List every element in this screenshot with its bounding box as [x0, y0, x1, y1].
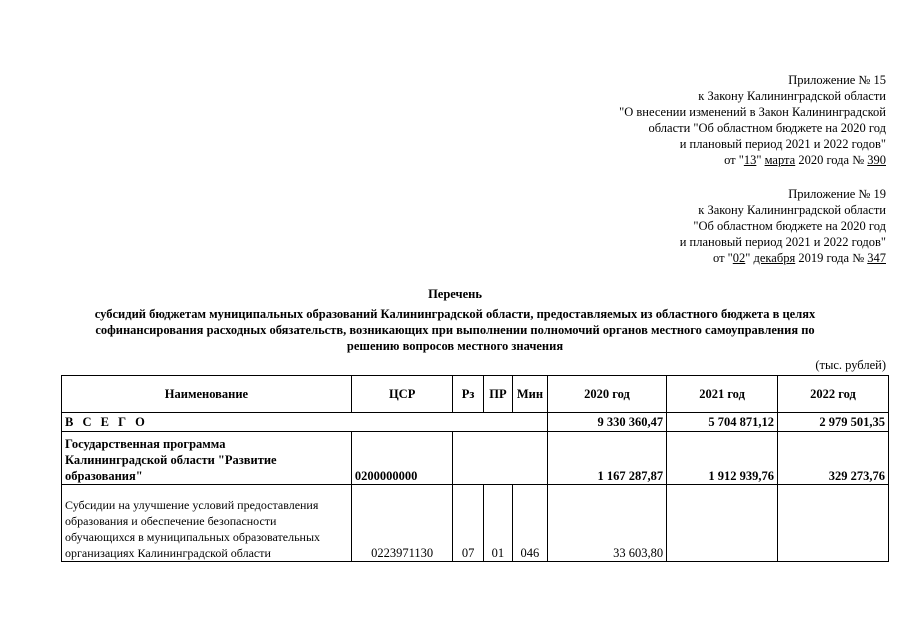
date-year: 2019 года №: [795, 251, 868, 265]
date-year: 2020 года №: [795, 153, 868, 167]
date-month: марта: [764, 153, 796, 167]
appendix-15-law-title-1: "О внесении изменений в Закон Калининградской: [619, 105, 886, 119]
subsidy-name: [62, 485, 352, 562]
law-number: 390: [867, 153, 886, 167]
header-min: Мин: [513, 376, 548, 413]
appendix-19-law-title-1: "Об областном бюджете на 2020 год: [693, 219, 886, 233]
program-name: [62, 432, 352, 485]
units-label: (тыс. рублей): [815, 358, 886, 372]
title-heading: Перечень: [428, 287, 482, 301]
subsidy-2021: [667, 485, 778, 562]
title-line-1: субсидий бюджетам муниципальных образований Калининградской области, предоставляемых из областного бюджета в целях: [94, 307, 816, 321]
law-number: 347: [867, 251, 886, 265]
table-header-row: [62, 376, 889, 413]
program-2022: 329 273,76: [778, 432, 889, 485]
appendix-19-date: [680, 250, 886, 266]
total-2021: 5 704 871,12: [667, 413, 778, 432]
appendix-15-date: [619, 152, 886, 168]
total-label: В С Е Г О: [62, 413, 548, 432]
date-day: 13: [743, 153, 757, 167]
title-line-2: софинансирования расходных обязательств, возникающих при выполнении полномочий органов местного самоуправления по: [95, 323, 815, 337]
subsidy-name-line-3: обучающихся в муниципальных образовательных: [65, 530, 321, 544]
program-name-line-3: образования": [65, 469, 143, 483]
program-name-line-2: Калининградской области "Развитие: [65, 453, 277, 467]
subsidy-name-line-4: организациях Калининградской области: [65, 546, 271, 560]
appendix-15-law: к Закону Калининградской области: [698, 89, 886, 103]
subsidy-2020: 33 603,80: [547, 485, 666, 562]
appendix-15-block: [619, 72, 886, 168]
subsidy-2022: [778, 485, 889, 562]
appendix-19-title: Приложение № 19: [788, 187, 886, 201]
date-mid: ": [745, 251, 754, 265]
date-month: декабря: [753, 251, 796, 265]
header-pr: ПР: [483, 376, 512, 413]
appendix-19-law: к Закону Калининградской области: [698, 203, 886, 217]
subsidy-min: 046: [513, 485, 548, 562]
subsidy-csr: 0223971130: [351, 485, 453, 562]
appendix-15-title: Приложение № 15: [788, 73, 886, 87]
table-row-total: [62, 413, 889, 432]
subsidy-name-line-2: образования и обеспечение безопасности: [65, 514, 277, 528]
header-name: Наименование: [62, 376, 352, 413]
program-csr: 0200000000: [351, 432, 453, 485]
date-prefix: от ": [712, 251, 733, 265]
header-csr: ЦСР: [351, 376, 453, 413]
header-rz: Рз: [453, 376, 483, 413]
total-2022: 2 979 501,35: [778, 413, 889, 432]
appendix-19-block: [680, 186, 886, 266]
program-2021: 1 912 939,76: [667, 432, 778, 485]
table-row-subsidy: [62, 485, 889, 562]
subsidy-rz: 07: [453, 485, 483, 562]
program-2020: 1 167 287,87: [547, 432, 666, 485]
title-line-3: решению вопросов местного значения: [346, 339, 564, 353]
subsidy-pr: 01: [483, 485, 512, 562]
date-prefix: от ": [724, 153, 744, 167]
program-name-line-1: Государственная программа: [65, 437, 226, 451]
document-title: [30, 286, 880, 354]
program-empty-codes: [453, 432, 547, 485]
subsidy-name-line-1: Субсидии на улучшение условий предоставления: [65, 498, 319, 512]
appendix-15-law-title-3: и плановый период 2021 и 2022 годов": [679, 137, 886, 151]
appendix-19-law-title-2: и плановый период 2021 и 2022 годов": [679, 235, 886, 249]
appendix-15-law-title-2: области "Об областном бюджете на 2020 год: [648, 121, 886, 135]
header-2021: 2021 год: [667, 376, 778, 413]
header-2022: 2022 год: [778, 376, 889, 413]
date-mid: ": [756, 153, 765, 167]
subsidy-table: [61, 375, 889, 562]
date-day: 02: [732, 251, 746, 265]
header-2020: 2020 год: [547, 376, 666, 413]
table-row-program: [62, 432, 889, 485]
total-2020: 9 330 360,47: [547, 413, 666, 432]
